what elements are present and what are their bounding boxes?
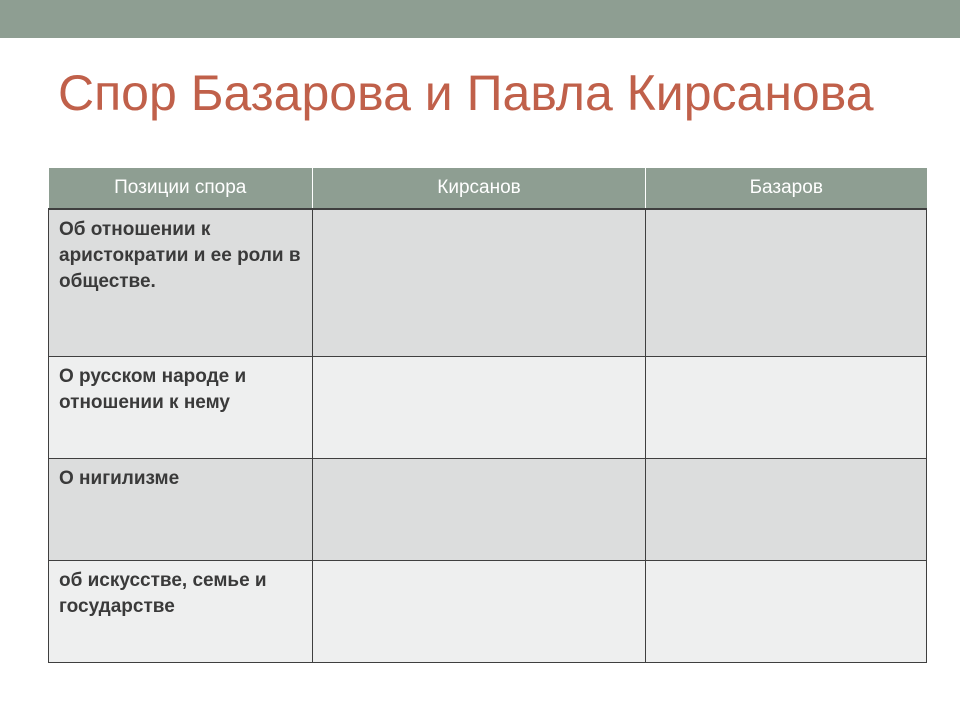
topic-cell: об искусстве, семье и государстве	[49, 561, 313, 663]
kirsanov-cell	[313, 357, 646, 459]
topic-cell: О нигилизме	[49, 459, 313, 561]
bazarov-cell	[646, 209, 927, 357]
table-row	[49, 357, 927, 459]
debate-table	[48, 168, 927, 663]
table-row	[49, 561, 927, 663]
kirsanov-cell	[313, 561, 646, 663]
bazarov-cell	[646, 357, 927, 459]
kirsanov-cell	[313, 459, 646, 561]
bazarov-cell	[646, 459, 927, 561]
header-row	[49, 168, 927, 209]
table-row	[49, 209, 927, 357]
table-header	[49, 168, 927, 209]
bazarov-cell	[646, 561, 927, 663]
kirsanov-cell	[313, 209, 646, 357]
debate-table-container	[48, 168, 926, 663]
slide-title: Спор Базарова и Павла Кирсанова	[58, 65, 874, 121]
header-cell-positions: Позиции спора	[49, 168, 313, 209]
table-row	[49, 459, 927, 561]
header-cell-bazarov: Базаров	[646, 168, 927, 209]
topic-cell: О русском народе и отношении к нему	[49, 357, 313, 459]
top-accent-band	[0, 0, 960, 38]
header-cell-kirsanov: Кирсанов	[313, 168, 646, 209]
topic-cell: Об отношении к аристократии и ее роли в обществе.	[49, 209, 313, 357]
table-body	[49, 209, 927, 663]
